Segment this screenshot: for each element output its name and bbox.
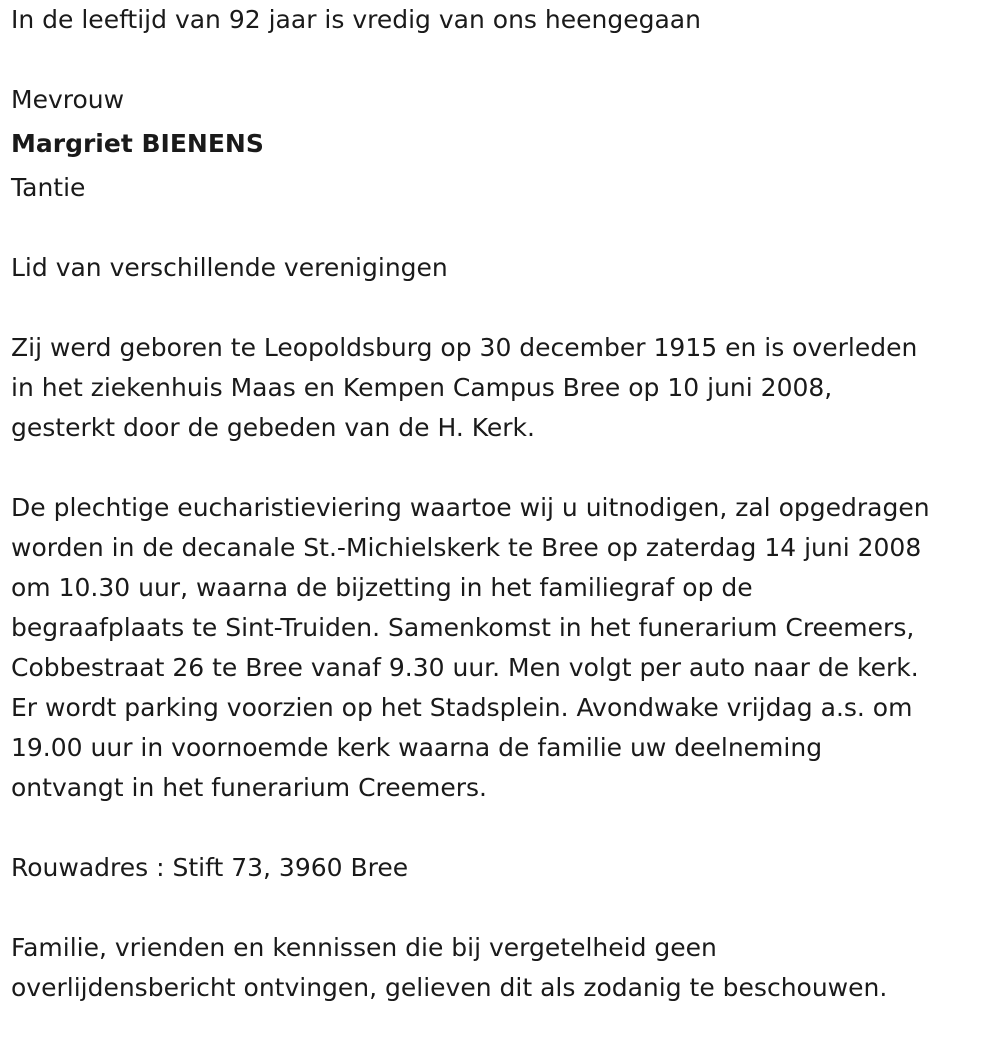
paragraph-line: ontvangt in het funerarium Creemers.: [11, 773, 488, 802]
deceased-name: Margriet BIENENS: [11, 129, 264, 158]
paragraph-line: overlijdensbericht ontvingen, gelieven dit als zodanig te beschouwen.: [11, 973, 888, 1002]
intro-text: In de leeftijd van 92 jaar is vredig van ons heengegaan: [11, 5, 701, 34]
paragraph-line: gesterkt door de gebeden van de H. Kerk.: [11, 413, 535, 442]
paragraph-line: Cobbestraat 26 te Bree vanaf 9.30 uur. Men volgt per auto naar de kerk.: [11, 653, 919, 682]
spacer: [11, 288, 991, 328]
paragraph-line: Zij werd geboren te Leopoldsburg op 30 december 1915 en is overleden: [11, 333, 918, 362]
mourning-address: Rouwadres : Stift 73, 3960 Bree: [11, 853, 409, 882]
closing-paragraph: [11, 928, 991, 1008]
obituary-notice: [11, 0, 991, 1008]
paragraph-line: in het ziekenhuis Maas en Kempen Campus Bree op 10 juni 2008,: [11, 373, 833, 402]
salutation: Mevrouw: [11, 85, 125, 114]
ceremony-paragraph: [11, 488, 991, 808]
paragraph-line: Familie, vrienden en kennissen die bij vergetelheid geen: [11, 933, 717, 962]
paragraph-line: worden in de decanale St.-Michielskerk te Bree op zaterdag 14 juni 2008: [11, 533, 922, 562]
relation: Tantie: [11, 173, 86, 202]
paragraph-line: 19.00 uur in voornoemde kerk waarna de familie uw deelneming: [11, 733, 823, 762]
paragraph-line: begraafplaats te Sint-Truiden. Samenkomst in het funerarium Creemers,: [11, 613, 915, 642]
spacer: [11, 208, 991, 248]
membership-text: Lid van verschillende verenigingen: [11, 253, 448, 282]
birth-death-paragraph: [11, 328, 991, 448]
spacer: [11, 888, 991, 928]
paragraph-line: Er wordt parking voorzien op het Stadsplein. Avondwake vrijdag a.s. om: [11, 693, 913, 722]
spacer: [11, 448, 991, 488]
paragraph-line: om 10.30 uur, waarna de bijzetting in het familiegraf op de: [11, 573, 753, 602]
spacer: [11, 40, 991, 80]
paragraph-line: De plechtige eucharistieviering waartoe wij u uitnodigen, zal opgedragen: [11, 493, 930, 522]
spacer: [11, 808, 991, 848]
